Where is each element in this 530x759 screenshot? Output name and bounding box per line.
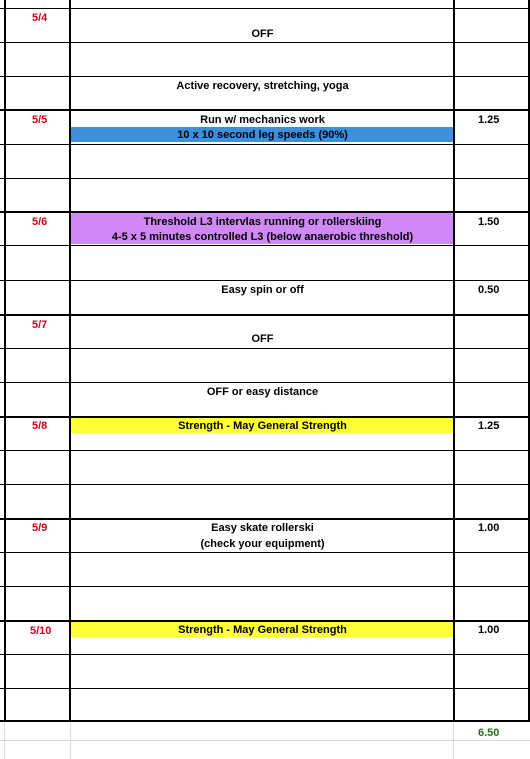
workout-detail: 10 x 10 second leg speeds (90%): [177, 129, 348, 141]
row-divider: [0, 450, 530, 451]
date-cell: 5/7: [32, 319, 48, 331]
column-divider: [4, 0, 6, 722]
row-divider: [0, 586, 530, 587]
row-divider: [0, 688, 530, 689]
row-divider: [0, 382, 530, 383]
workout-cell: Easy skate rollerski: [211, 522, 314, 534]
row-divider: [0, 76, 530, 77]
hours-cell: 1.25: [478, 114, 500, 126]
gridline: [4, 722, 5, 759]
workout-cell: OFF: [251, 333, 274, 345]
date-cell: 5/4: [32, 12, 48, 24]
day-divider: [0, 211, 530, 213]
hours-cell: 1.50: [478, 216, 500, 228]
workout-cell: Run w/ mechanics work: [200, 114, 325, 126]
date-cell: 5/5: [32, 114, 48, 126]
hours-cell: 1.25: [478, 420, 500, 432]
row-divider: [0, 8, 530, 9]
row-divider: [0, 654, 530, 655]
total-hours: 6.50: [478, 727, 500, 739]
column-divider: [453, 0, 455, 722]
workout-cell: OFF: [251, 28, 274, 40]
workout-cell: Strength - May General Strength: [178, 624, 347, 636]
row-divider: [0, 144, 530, 145]
workout-cell: Strength - May General Strength: [178, 420, 347, 432]
gridline: [0, 740, 530, 741]
day-divider: [0, 314, 530, 316]
day-divider: [0, 620, 530, 622]
day-divider: [0, 109, 530, 111]
table-bottom-border: [0, 720, 530, 722]
row-divider: [0, 245, 530, 246]
date-cell: 5/9: [32, 522, 48, 534]
row-divider: [0, 42, 530, 43]
row-divider: [0, 348, 530, 349]
date-cell: 5/10: [30, 625, 52, 637]
workout-detail: (check your equipment): [200, 538, 325, 550]
workout-cell: OFF or easy distance: [206, 386, 319, 398]
row-divider: [0, 280, 530, 281]
row-divider: [0, 552, 530, 553]
workout-cell: Easy spin or off: [221, 284, 304, 296]
gridline: [453, 722, 454, 759]
workout-detail: 4-5 x 5 minutes controlled L3 (below anaerobic threshold): [111, 231, 414, 243]
day-divider: [0, 518, 530, 520]
hours-cell: 1.00: [478, 624, 500, 636]
column-divider: [69, 0, 71, 722]
hours-cell: 1.00: [478, 522, 500, 534]
date-cell: 5/8: [32, 420, 48, 432]
row-divider: [0, 178, 530, 179]
row-divider: [0, 484, 530, 485]
gridline: [70, 722, 71, 759]
day-divider: [0, 416, 530, 418]
date-cell: 5/6: [32, 216, 48, 228]
workout-cell: Threshold L3 intervlas running or rollerskiing: [143, 216, 382, 228]
workout-cell: Active recovery, stretching, yoga: [176, 80, 349, 92]
hours-cell: 0.50: [478, 284, 500, 296]
